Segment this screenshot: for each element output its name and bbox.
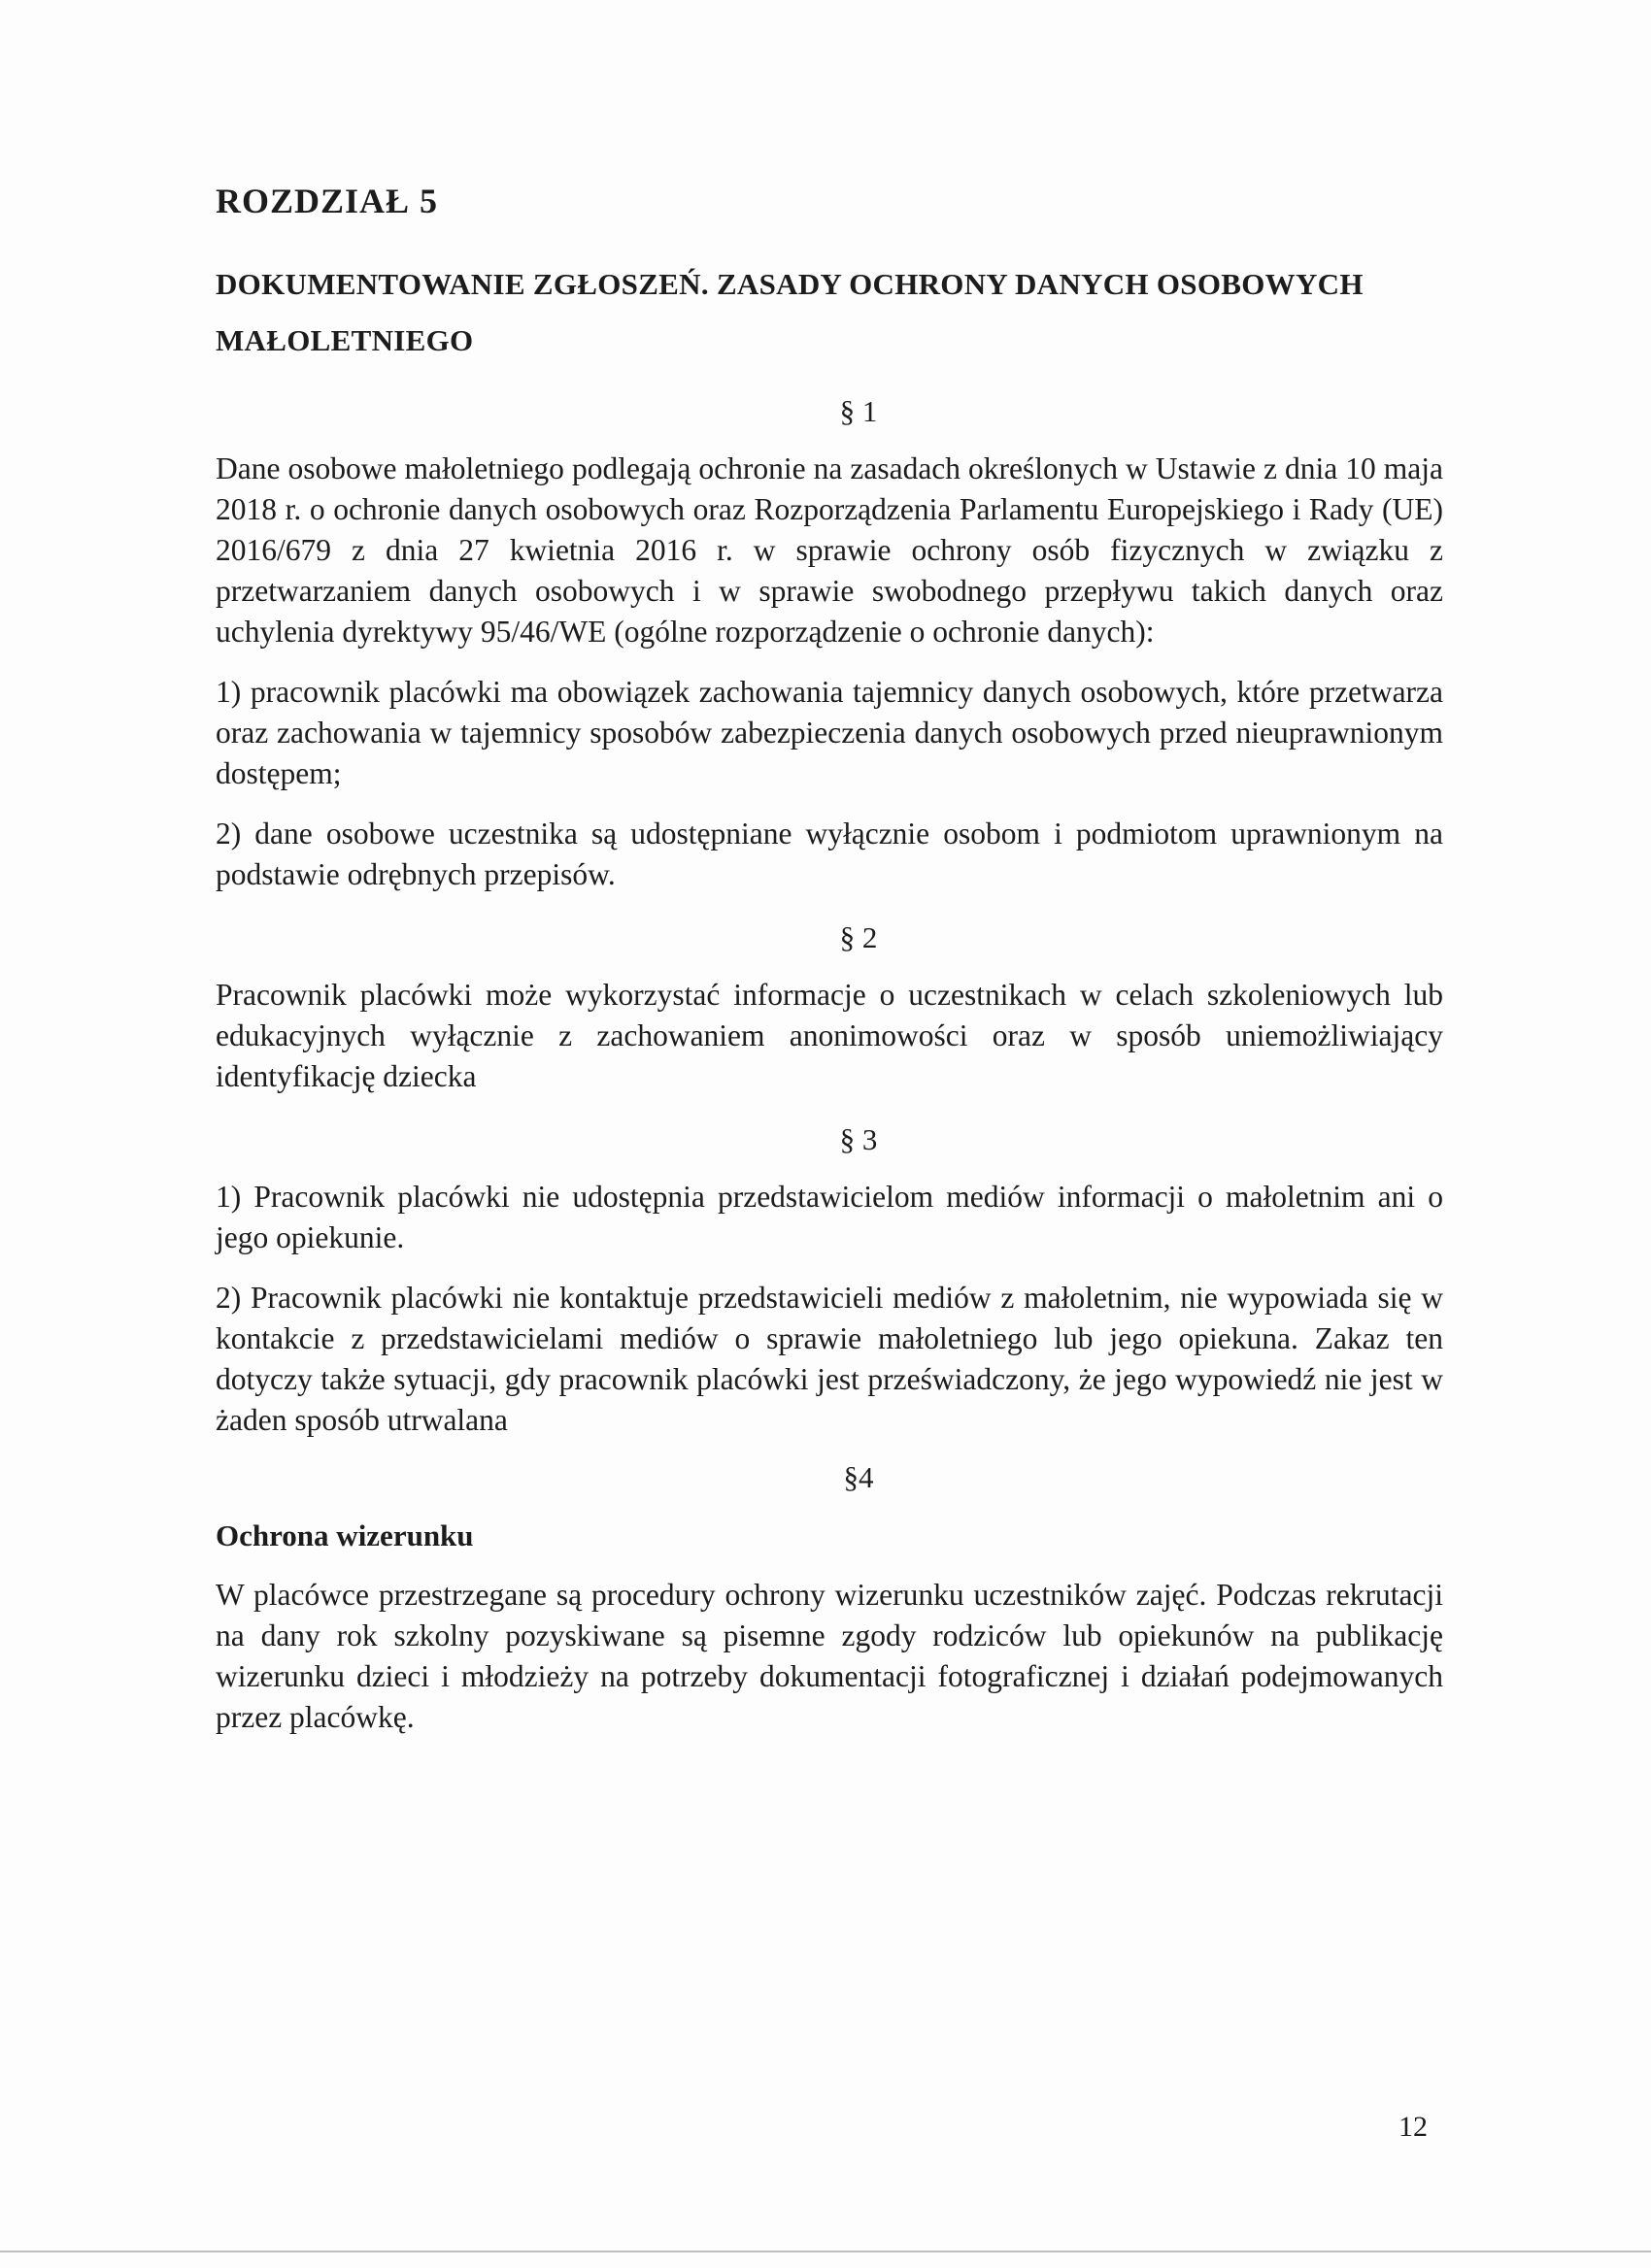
section-4-header: [216, 1460, 1443, 1575]
section-3-mark: § 3: [839, 1122, 878, 1156]
chapter-title: ROZDZIAŁ 5: [216, 182, 439, 220]
section-2-text: Pracownik placówki może wykorzystać informacje o uczestnikach w celach szkoleniowych lub edukacyjnych wyłącznie z zachowaniem anonimowości oraz w sposób uniemożliwiający identyfikację dziecka: [216, 978, 1443, 1093]
chapter-subtitle: [216, 256, 1443, 369]
scan-edge-line: [0, 2251, 1651, 2252]
section-4-mark: §4: [843, 1460, 874, 1494]
section-1-item-1: 1) pracownik placówki ma obowiązek zachowania tajemnicy danych osobowych, które przetwarza oraz zachowania w tajemnicy sposobów zabezpieczenia danych osobowych przed nieuprawnionym dostępem;: [216, 675, 1443, 790]
page-number: 12: [1398, 2111, 1428, 2143]
section-1-intro: Dane osobowe małoletniego podlegają ochronie na zasadach określonych w Ustawie z dnia 10 maja 2018 r. o ochronie danych osobowych oraz Rozporządzenia Parlamentu Europejskiego i Rady (UE) 2016/679 z dnia 27 kwietnia 2016 r. w sprawie ochrony osób fizycznych w związku z przetwarzaniem danych osobowych i w sprawie swobodnego przepływu takich danych oraz uchylenia dyrektywy 95/46/WE (ogólne rozporządzenie o ochronie danych):: [216, 451, 1443, 649]
section-3-item-2: 2) Pracownik placówki nie kontaktuje przedstawicieli mediów z małoletnim, nie wypowiada się w kontakcie z przedstawicielami mediów o sprawie małoletniego lub jego opiekuna. Zakaz ten dotyczy także sytuacji, gdy pracownik placówki jest przeświadczony, że jego wypowiedź nie jest w żaden sposób utrwalana: [216, 1281, 1443, 1437]
chapter-subtitle-line-2: MAŁOLETNIEGO: [216, 323, 474, 357]
section-4-heading: Ochrona wizerunku: [216, 1518, 474, 1552]
page-content: [216, 181, 1443, 1757]
section-1-item-2: 2) dane osobowe uczestnika są udostępniane wyłącznie osobom i podmiotom uprawnionym na podstawie odrębnych przepisów.: [216, 817, 1443, 891]
section-1-mark: § 1: [839, 394, 878, 428]
section-4-text: W placówce przestrzegane są procedury ochrony wizerunku uczestników zajęć. Podczas rekrutacji na dany rok szkolny pozyskiwane są pisemne zgody rodziców lub opiekunów na publikację wizerunku dzieci i młodzieży na potrzeby dokumentacji fotograficznej i działań podejmowanych przez placówkę.: [216, 1578, 1443, 1734]
chapter-subtitle-line-1: DOKUMENTOWANIE ZGŁOSZEŃ. ZASADY OCHRONY DANYCH OSOBOWYCH: [216, 267, 1364, 301]
section-3-item-1: 1) Pracownik placówki nie udostępnia przedstawicielom mediów informacji o małoletnim ani o jego opiekunie.: [216, 1180, 1443, 1254]
section-2-mark: § 2: [839, 920, 878, 954]
